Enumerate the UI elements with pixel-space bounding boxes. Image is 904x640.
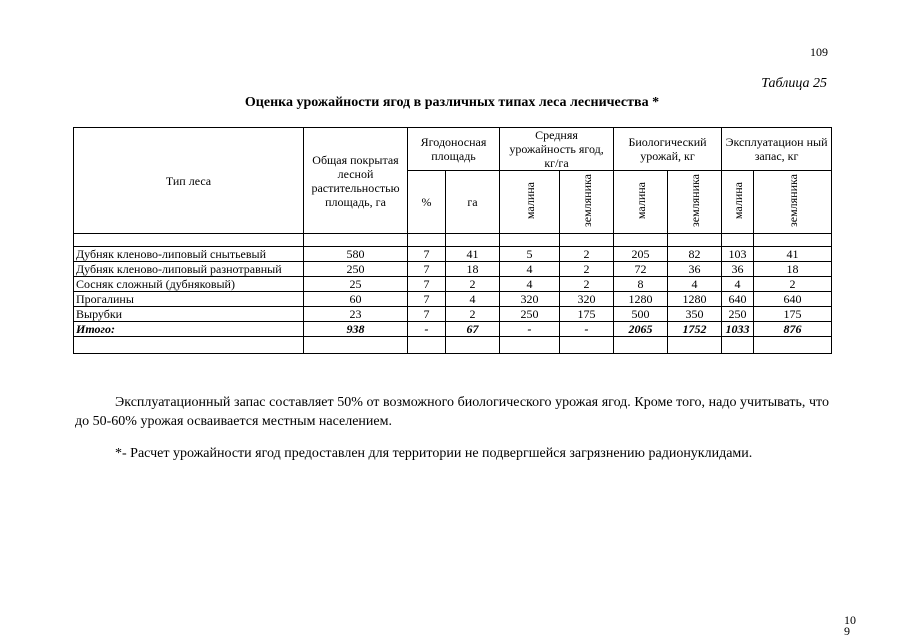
- header-bio-strawberry: земляника: [668, 171, 722, 234]
- cell-type: Итого:: [74, 322, 304, 337]
- cell-yield-strawberry: 2: [560, 277, 614, 292]
- cell-bio-raspberry: 72: [614, 262, 668, 277]
- cell-bio-raspberry: 205: [614, 247, 668, 262]
- cell-area: 25: [304, 277, 408, 292]
- cell-type: Дубняк кленово-липовый снытьевый: [74, 247, 304, 262]
- table-label: Таблица 25: [761, 76, 827, 91]
- table-row: [74, 307, 832, 322]
- cell-exploit-raspberry: 250: [722, 307, 754, 322]
- cell-area: 938: [304, 322, 408, 337]
- cell-ha: 2: [446, 277, 500, 292]
- header-forest-type: Тип леса: [74, 128, 304, 234]
- header-total-area: Общая покрытая лесной растительностью площадь, га: [304, 128, 408, 234]
- header-yield-raspberry: малина: [500, 171, 560, 234]
- spacer-row: [74, 337, 832, 354]
- body-paragraph: Эксплуатационный запас составляет 50% от возможного биологического урожая ягод. Кроме того, надо учитывать, что до 50-60% урожая осваивается местным населением.: [75, 395, 829, 429]
- table-row: [74, 292, 832, 307]
- footnote: *- Расчет урожайности ягод предоставлен для территории не подвергшейся загрязнению радионуклидами.: [115, 446, 753, 461]
- cell-bio-strawberry: 1752: [668, 322, 722, 337]
- page-number-top: 109: [810, 45, 828, 59]
- cell-bio-strawberry: 4: [668, 277, 722, 292]
- header-avg-yield: Средняя урожайность ягод, кг/га: [500, 128, 614, 171]
- berry-yield-table: [73, 127, 832, 354]
- table-row: [74, 247, 832, 262]
- cell-exploit-raspberry: 1033: [722, 322, 754, 337]
- cell-ha: 18: [446, 262, 500, 277]
- cell-pct: 7: [408, 262, 446, 277]
- header-exploit-stock: Эксплуатацион ный запас, кг: [722, 128, 832, 171]
- cell-exploit-raspberry: 640: [722, 292, 754, 307]
- cell-exploit-raspberry: 36: [722, 262, 754, 277]
- cell-bio-raspberry: 2065: [614, 322, 668, 337]
- cell-yield-raspberry: 5: [500, 247, 560, 262]
- cell-type: Прогалины: [74, 292, 304, 307]
- cell-exploit-strawberry: 640: [754, 292, 832, 307]
- header-exploit-strawberry: земляника: [754, 171, 832, 234]
- cell-bio-strawberry: 350: [668, 307, 722, 322]
- cell-pct: 7: [408, 292, 446, 307]
- cell-pct: 7: [408, 247, 446, 262]
- header-berry-area: Ягодоносная площадь: [408, 128, 500, 171]
- cell-ha: 4: [446, 292, 500, 307]
- cell-bio-strawberry: 36: [668, 262, 722, 277]
- cell-bio-strawberry: 82: [668, 247, 722, 262]
- cell-yield-strawberry: 2: [560, 247, 614, 262]
- cell-area: 60: [304, 292, 408, 307]
- cell-yield-raspberry: 4: [500, 262, 560, 277]
- cell-type: Сосняк сложный (дубняковый): [74, 277, 304, 292]
- cell-yield-strawberry: 320: [560, 292, 614, 307]
- cell-exploit-raspberry: 103: [722, 247, 754, 262]
- cell-yield-strawberry: 175: [560, 307, 614, 322]
- cell-bio-raspberry: 500: [614, 307, 668, 322]
- header-yield-strawberry: земляника: [560, 171, 614, 234]
- cell-exploit-strawberry: 18: [754, 262, 832, 277]
- cell-pct: -: [408, 322, 446, 337]
- cell-yield-raspberry: 320: [500, 292, 560, 307]
- cell-exploit-strawberry: 2: [754, 277, 832, 292]
- spacer-row: [74, 234, 832, 247]
- header-percent: %: [408, 171, 446, 234]
- cell-yield-strawberry: 2: [560, 262, 614, 277]
- cell-exploit-strawberry: 175: [754, 307, 832, 322]
- cell-exploit-strawberry: 41: [754, 247, 832, 262]
- cell-bio-strawberry: 1280: [668, 292, 722, 307]
- cell-ha: 2: [446, 307, 500, 322]
- cell-yield-strawberry: -: [560, 322, 614, 337]
- cell-pct: 7: [408, 277, 446, 292]
- cell-type: Вырубки: [74, 307, 304, 322]
- cell-exploit-raspberry: 4: [722, 277, 754, 292]
- cell-exploit-strawberry: 876: [754, 322, 832, 337]
- cell-yield-raspberry: 4: [500, 277, 560, 292]
- cell-area: 23: [304, 307, 408, 322]
- header-bio-raspberry: малина: [614, 171, 668, 234]
- header-hectares: га: [446, 171, 500, 234]
- cell-yield-raspberry: -: [500, 322, 560, 337]
- cell-pct: 7: [408, 307, 446, 322]
- cell-type: Дубняк кленово-липовый разнотравный: [74, 262, 304, 277]
- cell-ha: 41: [446, 247, 500, 262]
- header-bio-yield: Биологический урожай, кг: [614, 128, 722, 171]
- cell-bio-raspberry: 8: [614, 277, 668, 292]
- page-number-bottom: 109: [844, 613, 856, 638]
- table-title: Оценка урожайности ягод в различных типах леса лесничества *: [244, 95, 660, 110]
- cell-yield-raspberry: 250: [500, 307, 560, 322]
- cell-area: 250: [304, 262, 408, 277]
- table-row: [74, 277, 832, 292]
- table-row: [74, 262, 832, 277]
- cell-area: 580: [304, 247, 408, 262]
- cell-ha: 67: [446, 322, 500, 337]
- header-exploit-raspberry: малина: [722, 171, 754, 234]
- total-row: [74, 322, 832, 337]
- cell-bio-raspberry: 1280: [614, 292, 668, 307]
